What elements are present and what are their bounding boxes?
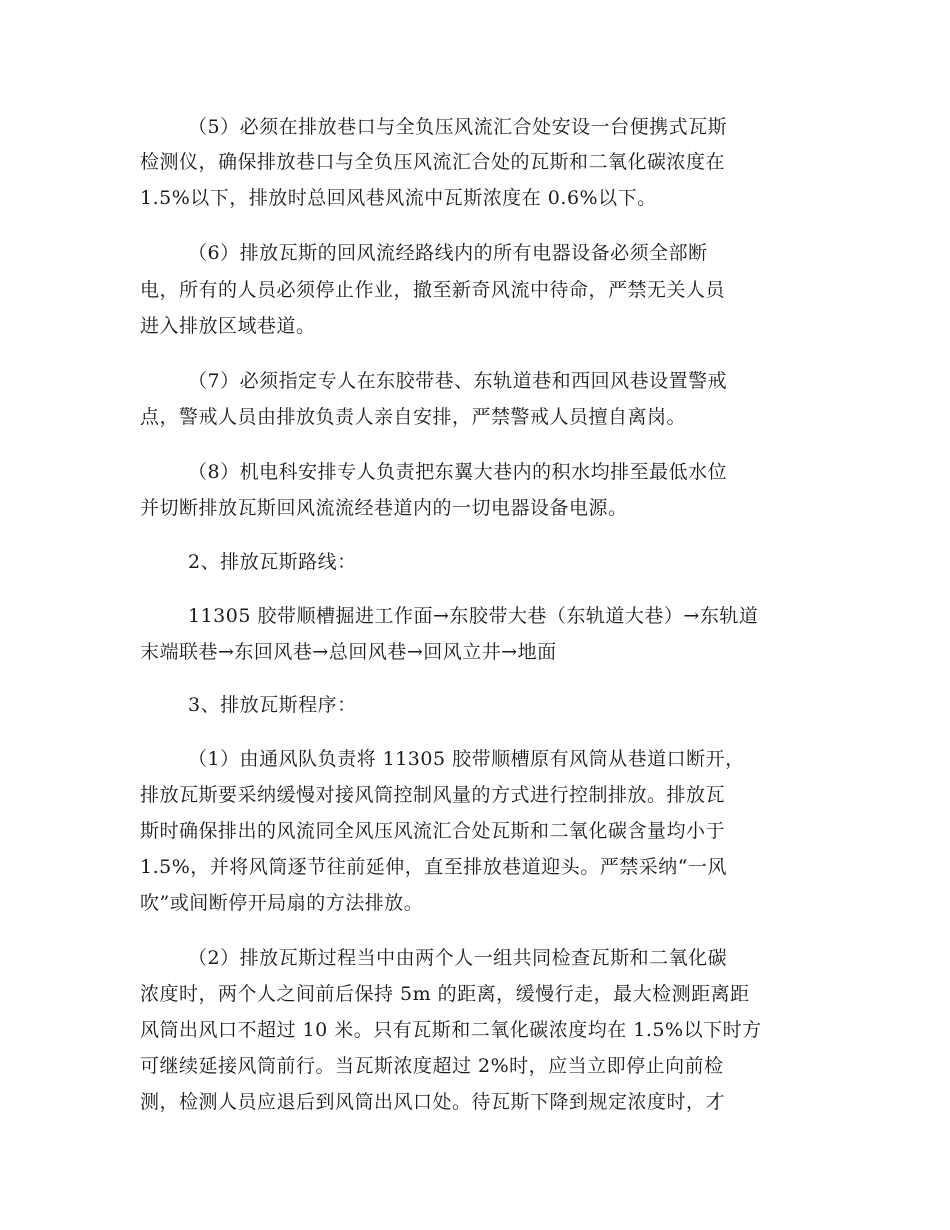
item8-line2: 并切断排放瓦斯回风流流经巷道内的一切电器设备电源。 <box>140 497 628 519</box>
item5-line3: 1.5%以下，排放时总回风巷风流中瓦斯浓度在 0.6%以下。 <box>140 187 657 209</box>
item8-line1: （8）机电科安排专人负责把东翼大巷内的积水均排至最低水位 <box>188 461 728 483</box>
item6-line3: 进入排放区域巷道。 <box>140 315 316 337</box>
item7-line1: （7）必须指定专人在东胶带巷、东轨道巷和西回风巷设置警戒 <box>188 370 728 392</box>
section3-p1-line1: （1）由通风队负责将 11305 胶带顺槽原有风筒从巷道口断开， <box>188 748 745 770</box>
section3-p1-line5: 吹”或间断停开局扇的方法排放。 <box>140 892 424 914</box>
route-line2: 末端联巷→东回风巷→总回风巷→回风立井→地面 <box>140 641 557 663</box>
section3-p2-line5: 测，检测人员应退后到风筒出风口处。待瓦斯下降到规定浓度时，才 <box>140 1091 726 1113</box>
section3-heading: 3、排放瓦斯程序： <box>188 694 357 716</box>
section3-p2-line4: 可继续延接风筒前行。当瓦斯浓度超过 2%时，应当立即停止向前检 <box>140 1055 724 1077</box>
section3-p1-line3: 斯时确保排出的风流同全风压风流汇合处瓦斯和二氧化碳含量均小于 <box>140 820 726 842</box>
item7-line2: 点，警戒人员由排放负责人亲自安排，严禁警戒人员擅自离岗。 <box>140 406 687 428</box>
section3-p1-line2: 排放瓦斯要采纳缓慢对接风筒控制风量的方式进行控制排放。排放瓦 <box>140 784 726 806</box>
item6-line1: （6）排放瓦斯的回风流经路线内的所有电器设备必须全部断 <box>188 242 708 264</box>
section3-p2-line3: 风筒出风口不超过 10 米。只有瓦斯和二氧化碳浓度均在 1.5%以下时方 <box>140 1019 762 1041</box>
section2-heading: 2、排放瓦斯路线： <box>188 551 357 573</box>
section3-p2-line1: （2）排放瓦斯过程当中由两个人一组共同检查瓦斯和二氧化碳 <box>188 947 728 969</box>
route-line1: 11305 胶带顺槽掘进工作面→东胶带大巷（东轨道大巷）→东轨道 <box>188 605 759 627</box>
item6-line2: 电，所有的人员必须停止作业，撤至新奇风流中待命，严禁无关人员 <box>140 279 726 301</box>
item5-line1: （5）必须在排放巷口与全负压风流汇合处安设一台便携式瓦斯 <box>188 116 728 138</box>
section3-p1-line4: 1.5%，并将风筒逐节往前延伸，直至排放巷道迎头。严禁采纳“一风 <box>140 856 727 878</box>
section3-p2-line2: 浓度时，两个人之间前后保持 5m 的距离，缓慢行走，最大检测距离距 <box>140 983 750 1005</box>
item5-line2: 检测仪，确保排放巷口与全负压风流汇合处的瓦斯和二氧化碳浓度在 <box>140 151 726 173</box>
